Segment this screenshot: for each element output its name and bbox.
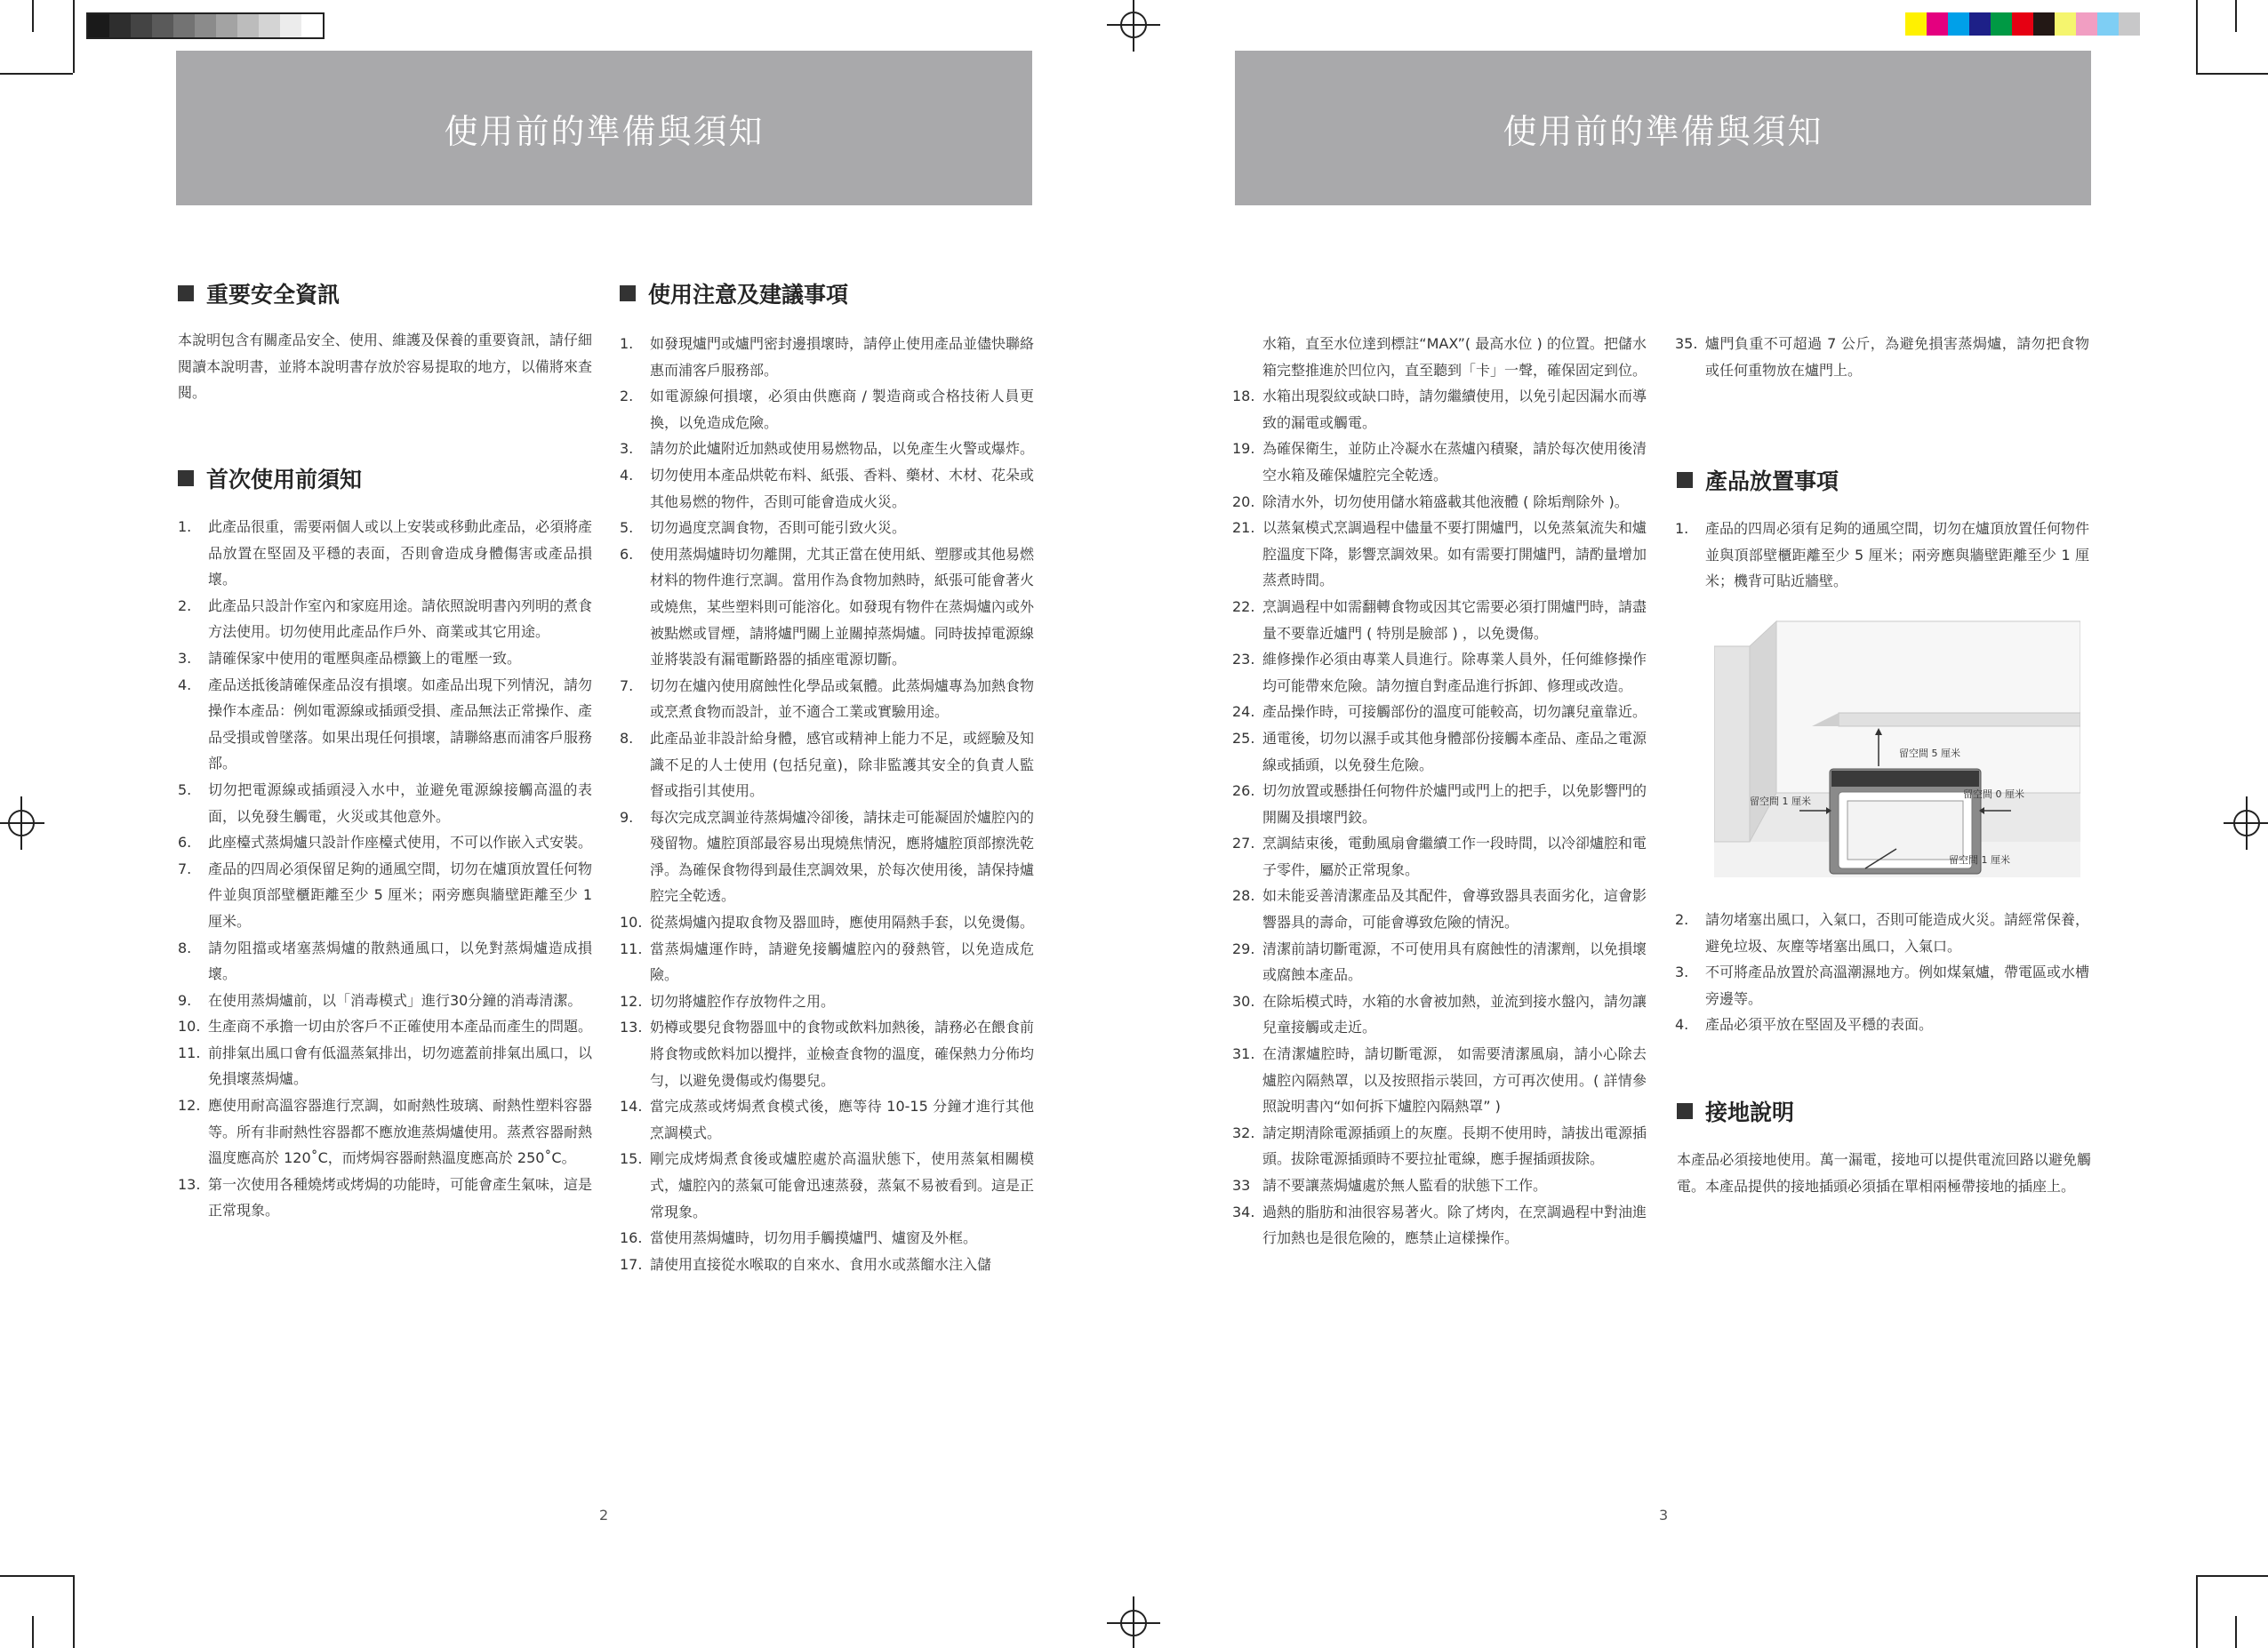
bottom-clearance-label: 留空間 1 厘米 (1949, 854, 2010, 866)
list-item (1232, 699, 1647, 725)
list-item (178, 856, 592, 935)
item-text: 為確保衛生，並防止冷凝水在蒸爐內積聚，請於每次使用後清空水箱及確保爐腔完全乾透。 (1262, 440, 1647, 484)
item-text: 切勿在爐內使用腐蝕性化學品或氣體。此蒸焗爐專為加熱食物或烹煮食物而設計，並不適合工業或實驗用途。 (650, 676, 1035, 721)
usage-notes-list (620, 331, 1034, 1277)
crop-mark (2196, 1575, 2268, 1577)
right-clearance-label: 留空間 0 厘米 (1963, 788, 2024, 800)
crop-mark (32, 1616, 34, 1648)
list-item (620, 725, 1034, 804)
color-swatch (131, 14, 152, 37)
item-number: 4. (1675, 1016, 1689, 1034)
section-title: 產品放置事項 (1705, 468, 1839, 494)
left-page-title: 使用前的準備與須知 (444, 111, 765, 151)
list-item (1675, 331, 2089, 383)
item-number: 8. (620, 729, 634, 747)
item-text: 請定期清除電源插頭上的灰塵。長期不使用時，請拔出電源插頭。拔除電源插頭時不要拉扯電線，應手握插頭拔除。 (1262, 1124, 1647, 1168)
list-item (1232, 331, 1647, 383)
square-bullet-icon (178, 470, 194, 486)
item-text: 此產品並非設計給身體，感官或精神上能力不足，或經驗及知識不足的人士使用 (包括兒童)，除非監護其安全的負責人監督或指引其使用。 (650, 729, 1035, 800)
list-item (620, 436, 1034, 462)
list-item (1232, 489, 1647, 516)
list-item (620, 1225, 1034, 1252)
color-swatch (2076, 12, 2097, 36)
registration-mark (0, 789, 46, 857)
item-number: 19. (1232, 440, 1255, 458)
page-number-left: 2 (599, 1507, 609, 1524)
color-swatch (216, 14, 237, 37)
registration-mark (2222, 789, 2268, 857)
item-text: 切勿將爐腔作存放物件之用。 (650, 992, 836, 1010)
item-number: 7. (178, 860, 192, 877)
item-number: 14. (620, 1098, 643, 1116)
list-item (1232, 1041, 1647, 1120)
color-swatch (259, 14, 280, 37)
list-item (620, 909, 1034, 936)
item-text: 生產商不承擔一切由於客戶不正確使用本產品而產生的問題。 (208, 1018, 593, 1036)
item-number: 27. (1232, 835, 1255, 852)
placement-list-continued (1675, 907, 2089, 1038)
item-number: 4. (620, 466, 634, 484)
item-number: 22. (1232, 597, 1255, 615)
item-number: 3. (178, 649, 192, 667)
item-number: 20. (1232, 492, 1255, 510)
list-item (620, 1014, 1034, 1093)
important-safety-heading (178, 277, 340, 309)
item-number: 29. (1232, 940, 1255, 957)
right-page-header (1235, 51, 2091, 205)
item-text: 通電後，切勿以濕手或其他身體部份接觸本產品、產品之電源線或插頭，以免發生危險。 (1262, 729, 1647, 773)
color-swatch (109, 14, 131, 37)
list-item (178, 514, 592, 593)
list-item (1232, 725, 1647, 778)
list-item (1232, 778, 1647, 830)
crop-mark (0, 73, 73, 75)
list-item (620, 383, 1034, 436)
usage-notes-heading (620, 277, 848, 309)
item-text: 產品送抵後請確保產品沒有損壞。如產品出現下列情況，請勿操作本產品：例如電源線或插頭受損、產品無法正常操作、產品受損或曾墜落。如果出現任何損壞，請聯絡惠而浦客戶服務部。 (208, 676, 593, 772)
item-number: 34. (1232, 1203, 1255, 1220)
color-swatch (301, 14, 323, 37)
important-safety-text: 本說明包含有關產品安全、使用、維護及保養的重要資訊，請仔細閱讀本說明書，並將本說明書存放於容易提取的地方，以備將來查閱。 (178, 332, 592, 402)
item-number: 31. (1232, 1045, 1255, 1063)
item-number: 13. (178, 1175, 201, 1193)
crop-mark (2196, 0, 2198, 73)
section-title: 重要安全資訊 (206, 282, 341, 308)
item-number: 28. (1232, 887, 1255, 905)
item-number: 12. (620, 992, 643, 1010)
list-item (178, 988, 592, 1014)
square-bullet-icon (1677, 472, 1693, 488)
item-text: 從蒸焗爐內提取食物及器皿時，應使用隔熱手套，以免燙傷。 (650, 914, 1035, 932)
crop-mark (73, 1575, 75, 1648)
list-item (178, 672, 592, 777)
item-text: 如發現爐門或爐門密封邊損壞時，請停止使用產品並儘快聯絡惠而浦客戶服務部。 (650, 335, 1035, 379)
item-text: 烹調過程中如需翻轉食物或因其它需要必須打開爐門時，請盡量不要靠近爐門 ( 特別是臉部 ) ，以免燙傷。 (1262, 597, 1647, 642)
item-text: 請勿堵塞出風口，入氣口，否則可能造成火災。請經常保養，避免垃圾、灰塵等堵塞出風口，入氣口。 (1705, 911, 2090, 955)
list-item (178, 935, 592, 988)
color-swatch (2055, 12, 2076, 36)
crop-mark (73, 0, 75, 73)
item-text: 使用蒸焗爐時切勿離開，尤其正當在使用紙、塑膠或其他易燃材料的物件進行烹調。當用作為食物加熱時，紙張可能會著火或燒焦，某些塑料則可能溶化。如發現有物件在蒸焗爐內或外被點燃或冒煙，請將爐門關上並關掉蒸焗爐。同時拔掉電源線並將裝設有漏電斷路器的插座電源切斷。 (650, 545, 1035, 668)
item-number: 26. (1232, 782, 1255, 800)
item-text: 產品的四周必須有足夠的通風空間，切勿在爐頂放置任何物件並與頂部壁櫃距離至少 5 厘米；兩旁應與牆壁距離至少 1 厘米；機背可貼近牆壁。 (1705, 520, 2090, 590)
color-swatch (1948, 12, 1969, 36)
item-number: 23. (1232, 651, 1255, 668)
item-number: 2. (178, 596, 192, 614)
grounding-text: 本產品必須接地使用。萬一漏電，接地可以提供電流回路以避免觸電。本產品提供的接地插頭必須插在單相兩極帶接地的插座上。 (1677, 1151, 2091, 1195)
list-item (620, 331, 1034, 383)
item-text: 水箱，直至水位達到標註“MAX”( 最高水位 ) 的位置。把儲水箱完整推進於凹位內，直至聽到「卡」一聲，確保固定到位。 (1262, 335, 1647, 379)
square-bullet-icon (620, 285, 636, 301)
item-number: 2. (620, 388, 634, 405)
item-text: 此產品只設計作室內和家庭用途。請依照說明書內列明的煮食方法使用。切勿使用此產品作戶外、商業或其它用途。 (208, 596, 593, 641)
list-item (178, 777, 592, 829)
first-use-list (178, 514, 592, 1224)
list-item (1232, 515, 1647, 594)
first-use-heading (178, 462, 362, 494)
item-number: 15. (620, 1150, 643, 1168)
crop-mark (2235, 0, 2237, 32)
list-item (178, 829, 592, 856)
color-swatch (195, 14, 216, 37)
item-text: 除清水外，切勿使用儲水箱盛載其他液體 ( 除垢劑除外 )。 (1262, 492, 1629, 510)
item-text: 切勿把電源線或插頭浸入水中，並避免電源線接觸高溫的表面，以免發生觸電，火災或其他意外。 (208, 780, 592, 825)
list-item (1232, 436, 1647, 488)
item-number: 33 (1232, 1177, 1251, 1194)
item-number: 21. (1232, 519, 1255, 537)
item-text: 當完成蒸或烤焗煮食模式後，應等待 10-15 分鐘才進行其他烹調模式。 (650, 1098, 1034, 1141)
section-title: 首次使用前須知 (206, 467, 363, 492)
item-number: 16. (620, 1229, 643, 1247)
item-text: 在使用蒸焗爐前，以「消毒模式」進行30分鐘的消毒清潔。 (208, 991, 582, 1009)
left-clearance-label: 留空間 1 厘米 (1750, 796, 1811, 807)
list-item (1232, 988, 1647, 1041)
color-swatch (1969, 12, 1991, 36)
color-swatch (2119, 12, 2140, 36)
list-item (1675, 1012, 2089, 1038)
list-item (620, 988, 1034, 1015)
item-text: 剛完成烤焗煮食後或爐腔處於高溫狀態下，使用蒸氣相關模式，爐腔內的蒸氣可能會迅速蒸發，蒸氣不易被看到。這是正常現象。 (650, 1150, 1035, 1220)
usage-notes-item-35 (1675, 331, 2089, 383)
section-title: 接地說明 (1705, 1100, 1795, 1125)
item-number: 7. (620, 676, 634, 694)
item-text: 當使用蒸焗爐時，切勿用手觸摸爐門、爐窗及外框。 (650, 1229, 978, 1247)
list-item (1232, 1172, 1647, 1199)
list-item (1232, 383, 1647, 436)
list-item (1675, 516, 2089, 595)
registration-mark (1100, 0, 1167, 53)
square-bullet-icon (1677, 1103, 1693, 1119)
list-item (1232, 830, 1647, 883)
list-item (178, 1040, 592, 1092)
section-title: 使用注意及建議事項 (648, 282, 849, 308)
item-number: 4. (178, 676, 192, 693)
item-text: 烹調結束後，電動風扇會繼續工作一段時間，以冷卻爐腔和電子零件，屬於正常現象。 (1262, 835, 1647, 878)
list-item (620, 515, 1034, 541)
item-text: 請勿於此爐附近加熱或使用易燃物品，以免產生火警或爆炸。 (650, 440, 1035, 458)
clearance-diagram (1714, 620, 2080, 877)
item-text: 請不要讓蒸焗爐處於無人監看的狀態下工作。 (1262, 1177, 1548, 1194)
crop-mark (2235, 1616, 2237, 1648)
square-bullet-icon (178, 285, 194, 301)
item-text: 此座檯式蒸焗爐只設計作座檯式使用，不可以作嵌入式安裝。 (208, 834, 593, 852)
item-text: 前排氣出風口會有低溫蒸氣排出，切勿遮蓋前排氣出風口，以免損壞蒸焗爐。 (208, 1044, 593, 1088)
item-text: 此產品很重，需要兩個人或以上安裝或移動此產品，必須將產品放置在堅固及平穩的表面，否則會造成身體傷害或產品損壞。 (208, 518, 593, 588)
item-text: 清潔前請切斷電源，不可使用具有腐蝕性的清潔劑，以免損壞或腐蝕本產品。 (1262, 940, 1647, 984)
item-number: 2. (1675, 911, 1689, 928)
list-item (178, 645, 592, 672)
item-text: 請確保家中使用的電壓與產品標籤上的電壓一致。 (208, 649, 522, 667)
item-text: 如未能妥善清潔產品及其配件，會導致器具表面劣化，這會影響器具的壽命，可能會導致危險的情況。 (1262, 887, 1647, 932)
color-swatch (1905, 12, 1927, 36)
list-item (620, 936, 1034, 988)
item-number: 30. (1232, 992, 1255, 1010)
list-item (620, 1252, 1034, 1278)
item-text: 水箱出現裂紋或缺口時，請勿繼續使用，以免引起因漏水而導致的漏電或觸電。 (1262, 388, 1647, 431)
left-page-header (176, 51, 1032, 205)
item-number: 9. (178, 991, 192, 1009)
color-swatch (1991, 12, 2012, 36)
item-text: 以蒸氣模式烹調過程中儘量不要打開爐門，以免蒸氣流失和爐腔溫度下降，影響烹調效果。如有需要打開爐門，請酌量增加蒸煮時間。 (1262, 519, 1647, 589)
item-number: 12. (178, 1097, 201, 1115)
list-item (620, 673, 1034, 725)
item-text: 奶樽或嬰兒食物器皿中的食物或飲料加熱後，請務必在餵食前將食物或飲料加以攪拌，並檢查食物的溫度，確保熱力分佈均勻，以避免燙傷或灼傷嬰兒。 (650, 1019, 1035, 1089)
list-item (620, 462, 1034, 515)
color-swatch (88, 14, 109, 37)
color-swatch (152, 14, 173, 37)
list-item (1232, 1120, 1647, 1172)
list-item (620, 804, 1034, 909)
right-page-title: 使用前的準備與須知 (1503, 111, 1823, 151)
item-text: 過熱的脂肪和油很容易著火。除了烤肉，在烹調過程中對油進行加熱也是很危險的，應禁止這樣操作。 (1262, 1203, 1647, 1247)
item-text: 產品操作時，可接觸部份的溫度可能較高，切勿讓兒童靠近。 (1262, 703, 1647, 721)
item-text: 請勿阻擋或堵塞蒸焗爐的散熱通風口，以免對蒸焗爐造成損壞。 (208, 939, 592, 983)
item-number: 24. (1232, 703, 1255, 721)
list-item (1232, 883, 1647, 935)
item-number: 3. (620, 440, 634, 458)
item-text: 第一次使用各種燒烤或烤焗的功能時，可能會產生氣味，這是正常現象。 (208, 1175, 593, 1220)
placement-list (1675, 516, 2089, 595)
list-item (178, 1172, 592, 1224)
item-number: 5. (620, 519, 634, 537)
item-number: 6. (178, 834, 192, 852)
list-item (620, 541, 1034, 673)
grayscale-bar (86, 12, 325, 36)
placement-heading (1677, 464, 1839, 496)
list-item (1232, 936, 1647, 988)
list-item (1232, 594, 1647, 646)
item-text: 爐門負重不可超過 7 公斤，為避免損害蒸焗爐，請勿把食物或任何重物放在爐門上。 (1705, 335, 2089, 379)
list-item (1675, 907, 2089, 959)
item-text: 切勿使用本產品烘乾布料、紙張、香料、藥材、木材、花朵或其他易燃的物件，否則可能會造成火災。 (650, 466, 1035, 510)
list-item (1232, 646, 1647, 699)
item-text: 產品的四周必須保留足夠的通風空間，切勿在爐頂放置任何物件並與頂部壁櫃距離至少 5 厘米；兩旁應與牆壁距離至少 1 厘米。 (208, 860, 593, 930)
item-text: 切勿放置或懸掛任何物件於爐門或門上的把手，以免影響門的開關及損壞門鉸。 (1262, 782, 1647, 826)
item-text: 在清潔爐腔時，請切斷電源， 如需要清潔風扇，請小心除去爐腔內隔熱罩，以及按照指示裝回，方可再次使用。( 詳情參照說明書內“如何拆下爐腔內隔熱罩” ) (1262, 1045, 1647, 1116)
color-swatch (1927, 12, 1948, 36)
list-item (178, 1092, 592, 1172)
item-number: 11. (620, 940, 643, 957)
crop-mark (32, 0, 34, 32)
item-number: 25. (1232, 729, 1255, 747)
item-number: 1. (178, 518, 192, 535)
color-swatch (2033, 12, 2055, 36)
item-number: 1. (1675, 520, 1689, 537)
grounding-heading (1677, 1095, 1794, 1127)
item-text: 產品必須平放在堅固及平穩的表面。 (1705, 1016, 1934, 1034)
item-number: 10. (620, 914, 643, 932)
item-number: 5. (178, 780, 192, 798)
usage-notes-continued-list (1232, 331, 1647, 1252)
color-swatch (173, 14, 195, 37)
item-text: 切勿過度烹調食物，否則可能引致火災。 (650, 519, 907, 537)
item-number: 17. (620, 1255, 643, 1273)
list-item (620, 1093, 1034, 1146)
top-clearance-label: 留空間 5 厘米 (1899, 748, 1960, 759)
list-item (1675, 959, 2089, 1012)
item-number: 18. (1232, 388, 1255, 405)
item-number: 13. (620, 1019, 643, 1036)
color-swatch (237, 14, 259, 37)
color-swatch (2012, 12, 2033, 36)
registration-mark (1100, 1595, 1167, 1648)
color-bar (1905, 12, 2140, 36)
item-text: 不可將產品放置於高溫潮濕地方。例如煤氣爐，帶電區或水槽旁邊等。 (1705, 964, 2090, 1007)
item-text: 在除垢模式時，水箱的水會被加熱，並流到接水盤內，請勿讓兒童接觸或走近。 (1262, 992, 1647, 1036)
list-item (620, 1146, 1034, 1225)
item-text: 應使用耐高溫容器進行烹調，如耐熱性玻璃、耐熱性塑料容器等。所有非耐熱性容器都不應放進蒸焗爐使用。蒸煮容器耐熱溫度應高於 120˚C，而烤焗容器耐熱溫度應高於 250˚C。 (208, 1097, 593, 1167)
color-swatch (280, 14, 301, 37)
item-number: 32. (1232, 1124, 1255, 1141)
crop-mark (2196, 73, 2268, 75)
item-number: 35. (1675, 335, 1698, 352)
item-text: 當蒸焗爐運作時，請避免接觸爐腔內的發熱管，以免造成危險。 (650, 940, 1034, 984)
item-number: 8. (178, 939, 192, 956)
crop-mark (2196, 1575, 2198, 1648)
item-number: 6. (620, 545, 634, 563)
item-number: 3. (1675, 964, 1689, 981)
item-number: 9. (620, 808, 634, 826)
list-item (178, 1013, 592, 1040)
item-text: 如電源線何損壞，必須由供應商 / 製造商或合格技術人員更換，以免造成危險。 (650, 388, 1034, 431)
item-number: 10. (178, 1018, 201, 1036)
list-item (1232, 1199, 1647, 1252)
page-number-right: 3 (1659, 1507, 1669, 1524)
item-number: 11. (178, 1044, 201, 1061)
color-swatch (2097, 12, 2119, 36)
item-text: 維修操作必須由專業人員進行。除專業人員外，任何維修操作均可能帶來危險。請勿擅自對產品進行拆卸、修理或改造。 (1262, 651, 1647, 694)
item-number: 1. (620, 335, 634, 352)
item-text: 請使用直接從水喉取的自來水、食用水或蒸餾水注入儲 (650, 1255, 992, 1273)
crop-mark (0, 1575, 73, 1577)
list-item (178, 593, 592, 645)
item-text: 每次完成烹調並待蒸焗爐冷卻後，請抹走可能凝固於爐腔內的殘留物。爐腔頂部最容易出現燒焦情況，應將爐腔頂部擦洗乾淨。為確保食物得到最佳烹調效果，於每次使用後，請保持爐腔完全乾透。 (650, 808, 1035, 905)
